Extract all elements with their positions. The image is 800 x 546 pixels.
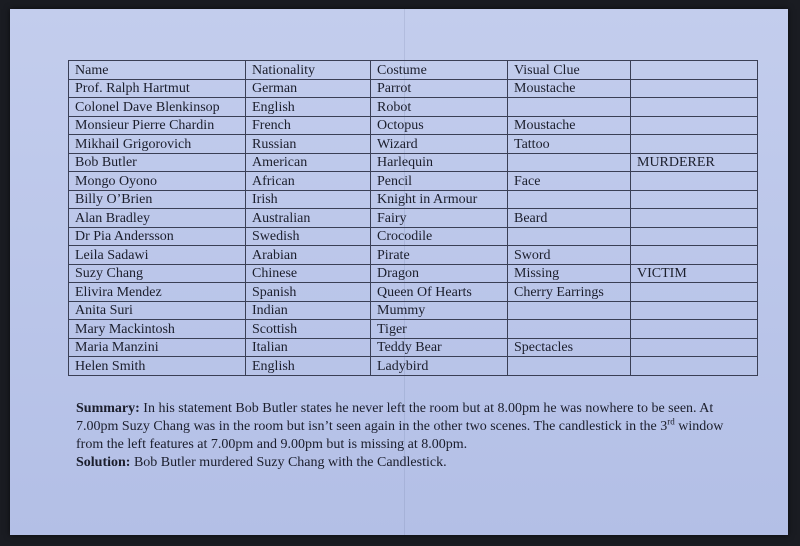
- table-cell: Dr Pia Andersson: [69, 227, 246, 246]
- table-cell: Anita Suri: [69, 301, 246, 320]
- table-cell: Alan Bradley: [69, 209, 246, 228]
- table-row: [69, 116, 758, 135]
- summary-text-1: In his statement Bob Butler states he never left the room but at 8.00pm he was nowhere to be seen. At 7.00pm Suzy Chang was in the room but isn’t seen again in the other two scenes. The candlestick in the 3: [76, 401, 714, 434]
- table-cell: [631, 135, 758, 154]
- table-cell: Indian: [246, 301, 371, 320]
- table-cell: Spectacles: [508, 338, 631, 357]
- table-cell: Robot: [371, 98, 508, 117]
- table-cell: Queen Of Hearts: [371, 283, 508, 302]
- table-cell: Dragon: [371, 264, 508, 283]
- summary-label: Summary:: [76, 401, 140, 416]
- table-cell: French: [246, 116, 371, 135]
- table-cell: Pencil: [371, 172, 508, 191]
- table-cell: Crocodile: [371, 227, 508, 246]
- table-cell: Scottish: [246, 320, 371, 339]
- table-row: [69, 264, 758, 283]
- table-row: [69, 338, 758, 357]
- header-cell: Name: [69, 61, 246, 80]
- header-cell: Costume: [371, 61, 508, 80]
- table-cell: [508, 320, 631, 339]
- table-cell: [508, 98, 631, 117]
- table-cell: Octopus: [371, 116, 508, 135]
- table-cell: Moustache: [508, 79, 631, 98]
- table-cell: [631, 98, 758, 117]
- table-cell: Mummy: [371, 301, 508, 320]
- table-cell: African: [246, 172, 371, 191]
- table-cell: Moustache: [508, 116, 631, 135]
- table-cell: Harlequin: [371, 153, 508, 172]
- table-cell: [631, 116, 758, 135]
- table-row: [69, 283, 758, 302]
- table-cell: Teddy Bear: [371, 338, 508, 357]
- solution-paragraph: [76, 454, 726, 472]
- table-cell: Parrot: [371, 79, 508, 98]
- table-cell: Prof. Ralph Hartmut: [69, 79, 246, 98]
- header-cell: Visual Clue: [508, 61, 631, 80]
- table-cell: Fairy: [371, 209, 508, 228]
- table-cell: Pirate: [371, 246, 508, 265]
- table-cell: Face: [508, 172, 631, 191]
- table-row: [69, 209, 758, 228]
- table-cell: Billy O’Brien: [69, 190, 246, 209]
- table-row: [69, 357, 758, 376]
- table-row: [69, 320, 758, 339]
- table-cell: Italian: [246, 338, 371, 357]
- table-row: [69, 79, 758, 98]
- table-cell: [631, 338, 758, 357]
- table-cell: Elivira Mendez: [69, 283, 246, 302]
- table-row: [69, 227, 758, 246]
- table-cell: Russian: [246, 135, 371, 154]
- header-cell: Nationality: [246, 61, 371, 80]
- summary-superscript: rd: [667, 416, 675, 427]
- table-cell: Swedish: [246, 227, 371, 246]
- summary-block: [76, 400, 726, 472]
- table-cell: Ladybird: [371, 357, 508, 376]
- table-cell: VICTIM: [631, 264, 758, 283]
- table-cell: English: [246, 357, 371, 376]
- table-cell: [631, 227, 758, 246]
- table-cell: [631, 209, 758, 228]
- table-cell: [508, 301, 631, 320]
- table-cell: [631, 246, 758, 265]
- table-cell: Monsieur Pierre Chardin: [69, 116, 246, 135]
- table-cell: Tiger: [371, 320, 508, 339]
- table-cell: [508, 153, 631, 172]
- paper-sheet: [10, 9, 788, 535]
- table-cell: American: [246, 153, 371, 172]
- table-cell: Spanish: [246, 283, 371, 302]
- table-cell: [631, 283, 758, 302]
- table-cell: Mongo Oyono: [69, 172, 246, 191]
- table-cell: Maria Manzini: [69, 338, 246, 357]
- table-row: [69, 153, 758, 172]
- table-cell: German: [246, 79, 371, 98]
- table-cell: Mary Mackintosh: [69, 320, 246, 339]
- table-cell: Mikhail Grigorovich: [69, 135, 246, 154]
- table-cell: Missing: [508, 264, 631, 283]
- table-cell: English: [246, 98, 371, 117]
- table-cell: Colonel Dave Blenkinsop: [69, 98, 246, 117]
- table-cell: Leila Sadawi: [69, 246, 246, 265]
- summary-text-2: window from the left features at 7.00pm and 9.00pm but is missing at 8.00pm.: [76, 419, 724, 452]
- table-cell: [508, 190, 631, 209]
- header-row: [69, 61, 758, 80]
- table-body: [69, 61, 758, 376]
- table-row: [69, 190, 758, 209]
- table-cell: Helen Smith: [69, 357, 246, 376]
- table-cell: [631, 301, 758, 320]
- table-cell: Sword: [508, 246, 631, 265]
- table-cell: Wizard: [371, 135, 508, 154]
- table-row: [69, 172, 758, 191]
- table-cell: Cherry Earrings: [508, 283, 631, 302]
- table-cell: [631, 79, 758, 98]
- table-row: [69, 135, 758, 154]
- table-cell: Beard: [508, 209, 631, 228]
- table-cell: MURDERER: [631, 153, 758, 172]
- table-cell: [631, 190, 758, 209]
- table-cell: Australian: [246, 209, 371, 228]
- summary-paragraph: [76, 400, 726, 454]
- table-cell: [508, 357, 631, 376]
- table-cell: Tattoo: [508, 135, 631, 154]
- table-cell: Bob Butler: [69, 153, 246, 172]
- table-cell: Knight in Armour: [371, 190, 508, 209]
- table-cell: [631, 357, 758, 376]
- table-cell: [631, 172, 758, 191]
- header-cell: [631, 61, 758, 80]
- table-cell: Arabian: [246, 246, 371, 265]
- solution-label: Solution:: [76, 455, 131, 470]
- table-row: [69, 301, 758, 320]
- table-cell: Chinese: [246, 264, 371, 283]
- table-cell: Suzy Chang: [69, 264, 246, 283]
- solution-text: Bob Butler murdered Suzy Chang with the Candlestick.: [130, 455, 447, 470]
- table-cell: [631, 320, 758, 339]
- table-row: [69, 246, 758, 265]
- table-cell: [508, 227, 631, 246]
- table-cell: Irish: [246, 190, 371, 209]
- table-row: [69, 98, 758, 117]
- suspects-table: [68, 60, 758, 376]
